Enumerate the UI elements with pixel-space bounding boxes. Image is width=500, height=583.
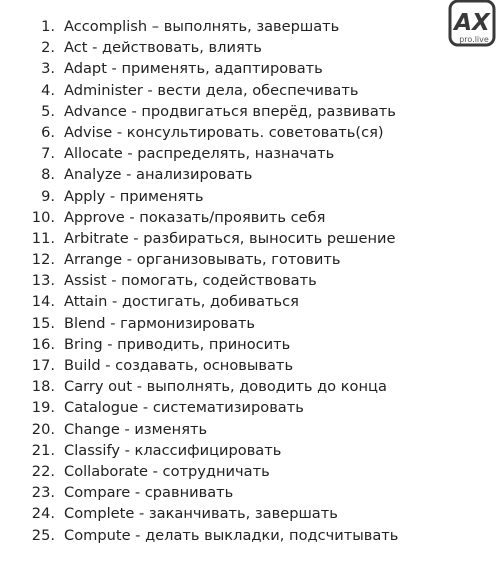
item-number: 17.: [31, 357, 55, 374]
list-item: [0, 334, 398, 355]
list-item: [0, 228, 398, 249]
list-item: [0, 101, 398, 122]
list-item: [0, 461, 398, 482]
list-item: [0, 270, 398, 291]
item-text: Act - действовать, влиять: [64, 39, 262, 57]
item-text: Classify - классифицировать: [64, 441, 282, 459]
item-number: 6.: [41, 123, 55, 141]
item-text: Attain - достигать, добиваться: [64, 293, 299, 311]
item-number: 18.: [31, 378, 55, 396]
item-number: 16.: [31, 335, 55, 353]
logo-text: AX: [454, 10, 490, 36]
item-number: 11.: [31, 229, 55, 247]
vocabulary-list: [0, 16, 398, 546]
item-number: 25.: [31, 526, 55, 544]
item-number: 12.: [31, 251, 55, 269]
item-text: Compare - сравнивать: [64, 484, 234, 502]
item-text: Allocate - распределять, назначать: [64, 145, 335, 163]
logo-subtext: pro.live: [459, 35, 489, 44]
list-item: [0, 291, 398, 312]
list-item: [0, 143, 398, 164]
item-text: Build - создавать, основывать: [64, 357, 294, 374]
item-number: 1.: [41, 18, 55, 35]
list-item: [0, 397, 398, 418]
item-text: Blend - гармонизировать: [64, 314, 256, 332]
item-number: 7.: [41, 145, 55, 163]
item-number: 4.: [41, 81, 55, 99]
list-item: [0, 207, 398, 228]
item-text: Apply - применять: [64, 187, 204, 205]
item-number: 23.: [31, 484, 55, 502]
item-text: Arrange - организовывать, готовить: [64, 251, 341, 269]
item-number: 24.: [31, 505, 55, 523]
list-item: [0, 525, 398, 546]
item-number: 2.: [41, 39, 55, 57]
list-item: [0, 37, 398, 58]
item-number: 22.: [31, 462, 55, 480]
item-number: 9.: [41, 187, 55, 205]
item-number: 10.: [31, 208, 55, 226]
item-text: Catalogue - систематизировать: [64, 399, 304, 417]
item-text: Administer - вести дела, обеспечивать: [64, 81, 359, 99]
item-text: Collaborate - сотрудничать: [64, 462, 270, 480]
item-number: 3.: [41, 60, 55, 78]
item-text: Advise - консультировать. советовать(ся): [64, 123, 384, 141]
item-text: Compute - делать выкладки, подсчитывать: [64, 526, 399, 544]
list-item: [0, 355, 398, 376]
list-item: [0, 419, 398, 440]
site-logo: [448, 0, 498, 48]
list-item: [0, 376, 398, 397]
item-text: Bring - приводить, приносить: [64, 335, 291, 353]
list-item: [0, 440, 398, 461]
list-item: [0, 80, 398, 101]
list-item: [0, 482, 398, 503]
list-item: [0, 164, 398, 185]
item-number: 15.: [31, 314, 55, 332]
item-number: 19.: [31, 399, 55, 417]
item-text: Change - изменять: [64, 420, 208, 438]
item-text: Assist - помогать, содействовать: [64, 272, 317, 290]
item-text: Adapt - применять, адаптировать: [64, 60, 323, 78]
list-item: [0, 503, 398, 524]
item-text: Arbitrate - разбираться, выносить решение: [64, 229, 396, 247]
item-number: 21.: [31, 441, 55, 459]
list-item: [0, 249, 398, 270]
list-item: [0, 186, 398, 207]
item-text: Analyze - анализировать: [64, 166, 253, 184]
item-text: Carry out - выполнять, доводить до конца: [64, 378, 387, 396]
item-number: 5.: [41, 102, 55, 120]
item-number: 8.: [41, 166, 55, 184]
list-item: [0, 16, 398, 37]
item-text: Accomplish – выполнять, завершать: [64, 18, 340, 35]
item-text: Advance - продвигаться вперёд, развивать: [64, 102, 396, 120]
item-number: 13.: [31, 272, 55, 290]
list-item: [0, 122, 398, 143]
item-number: 20.: [31, 420, 55, 438]
item-text: Approve - показать/проявить себя: [64, 208, 326, 226]
item-text: Complete - заканчивать, завершать: [64, 505, 338, 523]
list-item: [0, 313, 398, 334]
list-item: [0, 58, 398, 79]
item-number: 14.: [31, 293, 55, 311]
